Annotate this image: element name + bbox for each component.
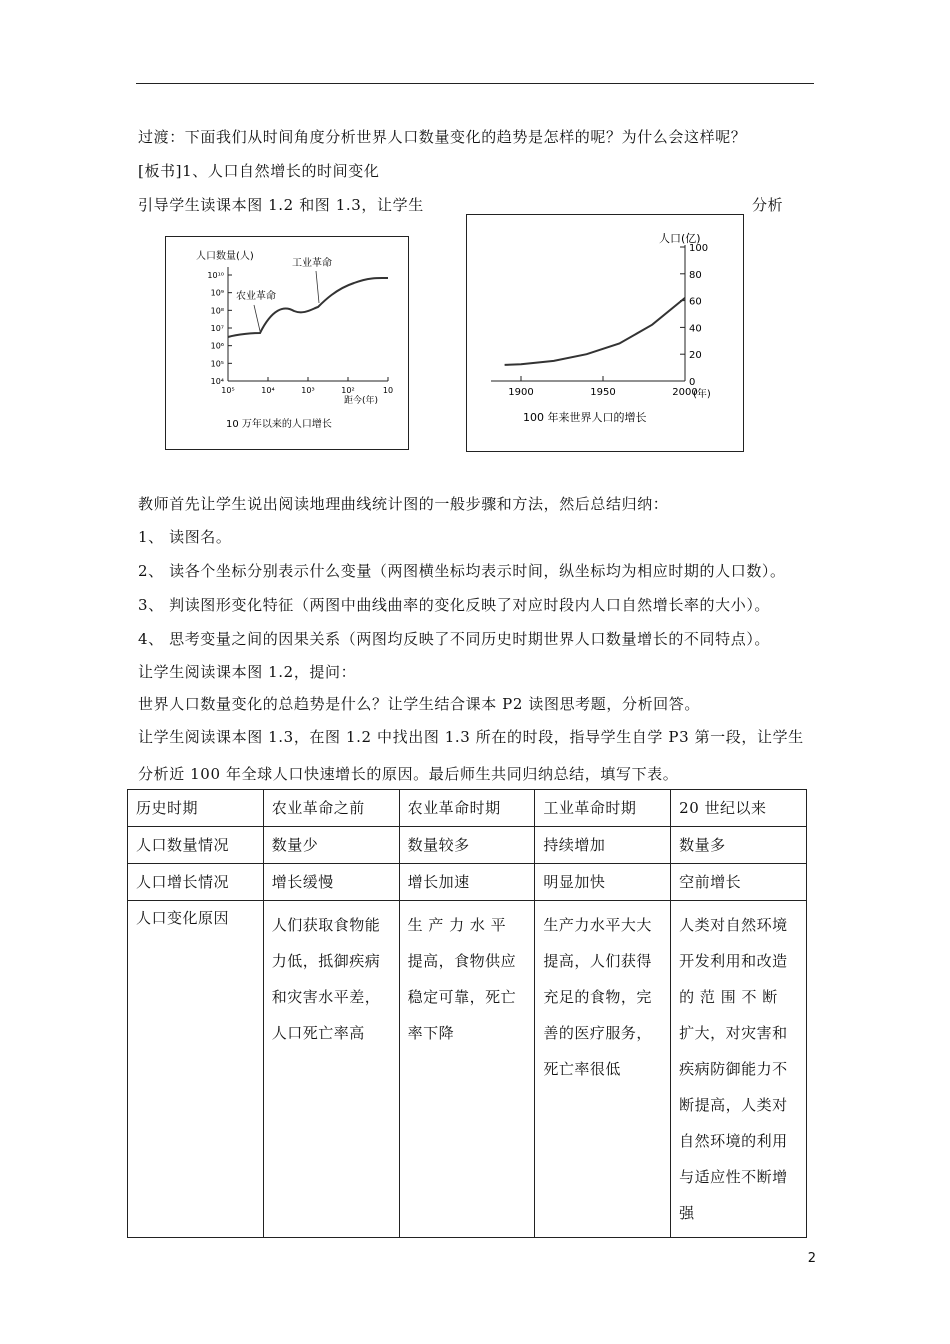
annotation-industrial: 工业革命 — [292, 258, 332, 269]
x-tick-label: 1900 — [508, 387, 534, 398]
y-tick-label: 10⁸ — [210, 306, 224, 316]
read-12-text: 让学生阅读课本图 1.2，提问： — [138, 663, 357, 681]
y-tick-label: 10⁶ — [210, 341, 224, 351]
series-line — [505, 298, 685, 365]
table-cell: 数量较多 — [399, 827, 535, 864]
table-row — [128, 827, 807, 864]
y-tick-label: 100 — [689, 243, 709, 254]
summary-table — [127, 789, 807, 1238]
y-tick-label: 40 — [689, 323, 702, 335]
chart-y-label: 人口数量(人) — [196, 251, 254, 262]
figure-1-3 — [466, 214, 744, 452]
table-cell: 数量少 — [263, 827, 399, 864]
transition-text: 过渡：下面我们从时间角度分析世界人口数量变化的趋势是怎样的呢？为什么会这样呢？ — [138, 128, 747, 146]
guide-text-left: 引导学生读课本图 1.2 和图 1.3，让学生 — [138, 196, 424, 214]
step-2: 2、 读各个坐标分别表示什么变量（两图横坐标均表示时间，纵坐标均为相应时期的人口数）。 — [138, 562, 786, 580]
step-4: 4、 思考变量之间的因果关系（两图均反映了不同历史时期世界人口数量增长的不同特点）。 — [138, 630, 771, 648]
table-cell: 人口变化原因 — [128, 901, 264, 1238]
table-cell: 生 产 力 水 平 提高，食物供应稳定可靠，死亡率下降 — [399, 901, 535, 1238]
trend-question: 世界人口数量变化的总趋势是什么？让学生结合课本 P2 读图思考题，分析回答。 — [138, 695, 700, 713]
chart-1-3 — [467, 215, 743, 451]
page-number: 2 — [807, 1251, 816, 1266]
table-header-cell: 20 世纪以来 — [671, 790, 807, 827]
table-cell: 生产力水平大大提高，人们获得充足的食物，完善的医疗服务，死亡率很低 — [535, 901, 671, 1238]
read-13-text-a: 让学生阅读课本图 1.3，在图 1.2 中找出图 1.3 所在的时段，指导学生自学 P3 第一段，让学生 — [138, 728, 804, 746]
annotation-industrial-pointer — [316, 271, 319, 303]
table-cell: 人口增长情况 — [128, 864, 264, 901]
x-tick-label: 10² — [341, 386, 355, 395]
table-cell: 增长缓慢 — [263, 864, 399, 901]
y-tick-label: 10⁴ — [210, 377, 224, 386]
table-cell: 人类对自然环境开发利用和改造的 范 围 不 断 扩大，对灾害和疾病防御能力不断提高，人类对自然环境的利用与适应性不断增强 — [671, 901, 807, 1238]
guide-text-right: 分析 — [752, 196, 784, 214]
y-tick-label: 10⁷ — [210, 324, 224, 333]
y-tick-label: 10⁹ — [210, 288, 224, 298]
table-row — [128, 901, 807, 1238]
table-cell: 持续增加 — [535, 827, 671, 864]
table-header-row — [128, 790, 807, 827]
series-line — [228, 278, 388, 337]
x-tick-label: 10⁵ — [221, 386, 235, 395]
chart-y-label: 人口(亿) — [659, 232, 701, 245]
figure-1-2 — [165, 236, 409, 450]
table-cell: 增长加速 — [399, 864, 535, 901]
y-tick-label: 10¹⁰ — [207, 271, 224, 280]
table-header-cell: 工业革命时期 — [535, 790, 671, 827]
table-header-cell: 农业革命之前 — [263, 790, 399, 827]
chart-x-label: 距今(年) — [344, 396, 379, 406]
chart-x-label: (年) — [693, 389, 711, 400]
step-3: 3、 判读图形变化特征（两图中曲线曲率的变化反映了对应时段内人口自然增长率的大小）。 — [138, 596, 771, 614]
table-row — [128, 864, 807, 901]
y-tick-label: 20 — [689, 350, 702, 362]
x-tick-label: 10⁴ — [261, 386, 275, 395]
annotation-agri-pointer — [254, 305, 260, 331]
y-tick-label: 10⁵ — [210, 359, 224, 369]
table-cell: 数量多 — [671, 827, 807, 864]
table-cell: 空前增长 — [671, 864, 807, 901]
table-cell: 人口数量情况 — [128, 827, 264, 864]
board-heading: [板书]1、人口自然增长的时间变化 — [138, 162, 380, 180]
read-13-text-b: 分析近 100 年全球人口快速增长的原因。最后师生共同归纳总结，填写下表。 — [138, 765, 679, 783]
chart-title: 10 万年以来的人口增长 — [226, 419, 332, 430]
header-rule — [136, 83, 814, 84]
y-tick-label: 0 — [689, 377, 696, 388]
chart-1-2 — [166, 237, 408, 449]
table-header-cell: 历史时期 — [128, 790, 264, 827]
x-tick-label: 10³ — [301, 386, 315, 395]
annotation-agri: 农业革命 — [236, 291, 276, 302]
table-header-cell: 农业革命时期 — [399, 790, 535, 827]
x-tick-label: 10 — [382, 386, 394, 395]
x-tick-label: 1950 — [590, 387, 616, 398]
step-1: 1、 读图名。 — [138, 528, 232, 546]
chart-title: 100 年来世界人口的增长 — [523, 411, 647, 424]
teacher-text: 教师首先让学生说出阅读地理曲线统计图的一般步骤和方法，然后总结归纳： — [138, 495, 669, 513]
y-tick-label: 80 — [689, 269, 702, 281]
table-cell: 人们获取食物能力低，抵御疾病和灾害水平差，人口死亡率高 — [263, 901, 399, 1238]
y-tick-label: 60 — [689, 296, 702, 308]
x-tick-label: 2000 — [672, 387, 698, 398]
table-cell: 明显加快 — [535, 864, 671, 901]
